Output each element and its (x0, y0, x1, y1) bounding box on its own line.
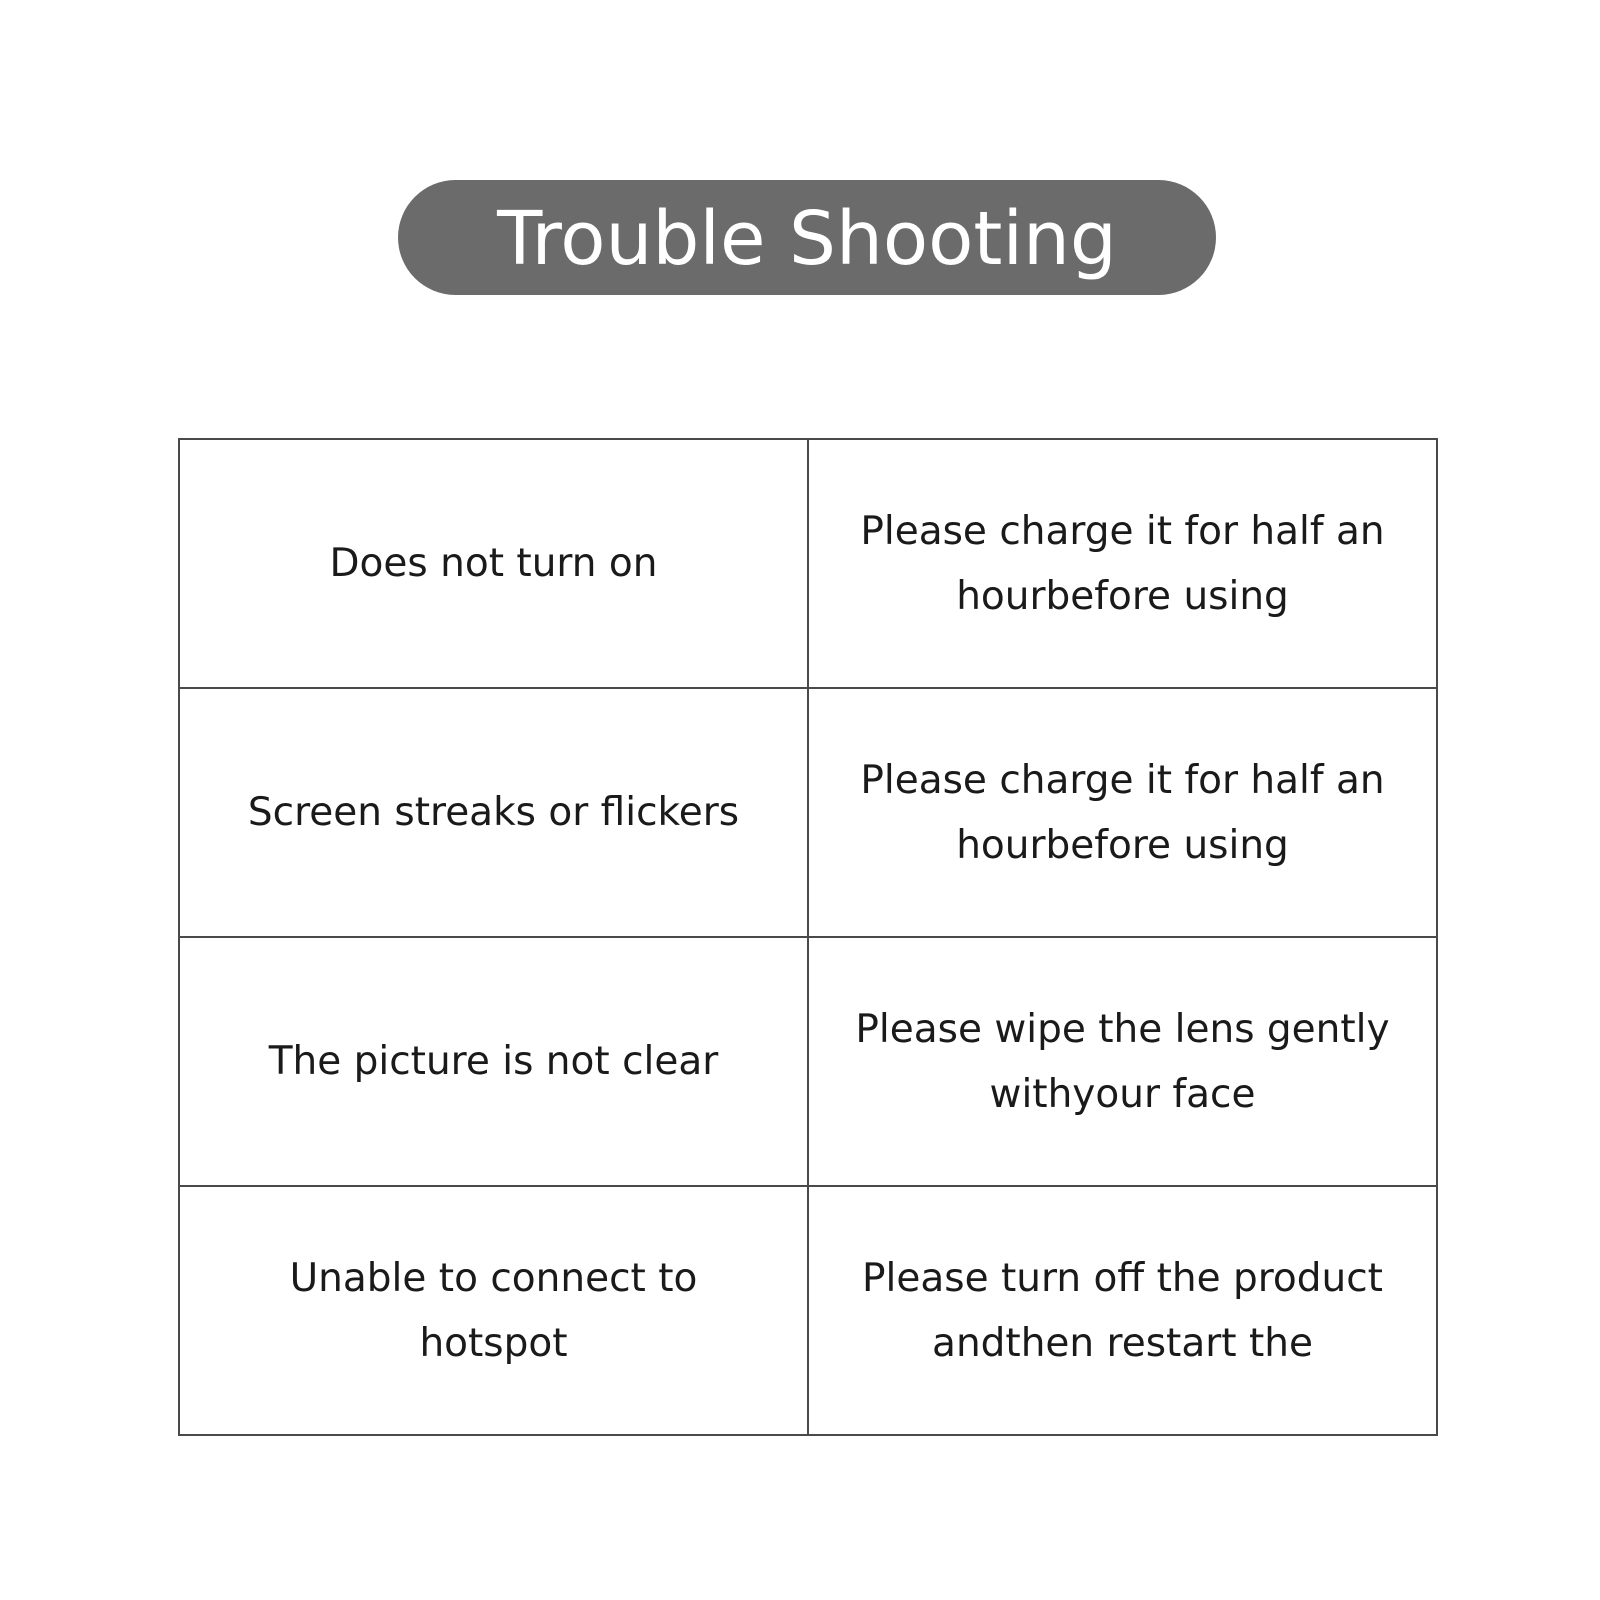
problem-cell (179, 1186, 808, 1435)
solution-line: withyour face (989, 1071, 1256, 1117)
solution-line: hourbefore using (956, 573, 1289, 619)
solution-cell (808, 937, 1437, 1186)
solution-cell (808, 688, 1437, 937)
solution-line: andthen restart the (932, 1320, 1313, 1366)
table-row (179, 1186, 1437, 1435)
solution-cell (808, 1186, 1437, 1435)
title-banner (398, 180, 1216, 295)
problem-text: The picture is not clear (268, 1039, 719, 1084)
page-title: Trouble Shooting (497, 195, 1117, 282)
table-row (179, 439, 1437, 688)
solution-line: Please turn off the product (862, 1255, 1383, 1301)
problem-cell (179, 688, 808, 937)
problem-cell (179, 439, 808, 688)
problem-text: Screen streaks or flickers (247, 790, 740, 835)
solution-cell (808, 439, 1437, 688)
solution-line: Please wipe the lens gently (855, 1006, 1390, 1052)
solution-line: Please charge it for half an (860, 508, 1385, 554)
problem-text: Does not turn on (329, 541, 658, 586)
solution-line: hourbefore using (956, 822, 1289, 868)
solution-line: Please charge it for half an (860, 757, 1385, 803)
table-row (179, 937, 1437, 1186)
problem-cell (179, 937, 808, 1186)
problem-text: Unable to connect to hotspot (289, 1255, 698, 1366)
troubleshooting-table (178, 438, 1438, 1436)
table-row (179, 688, 1437, 937)
